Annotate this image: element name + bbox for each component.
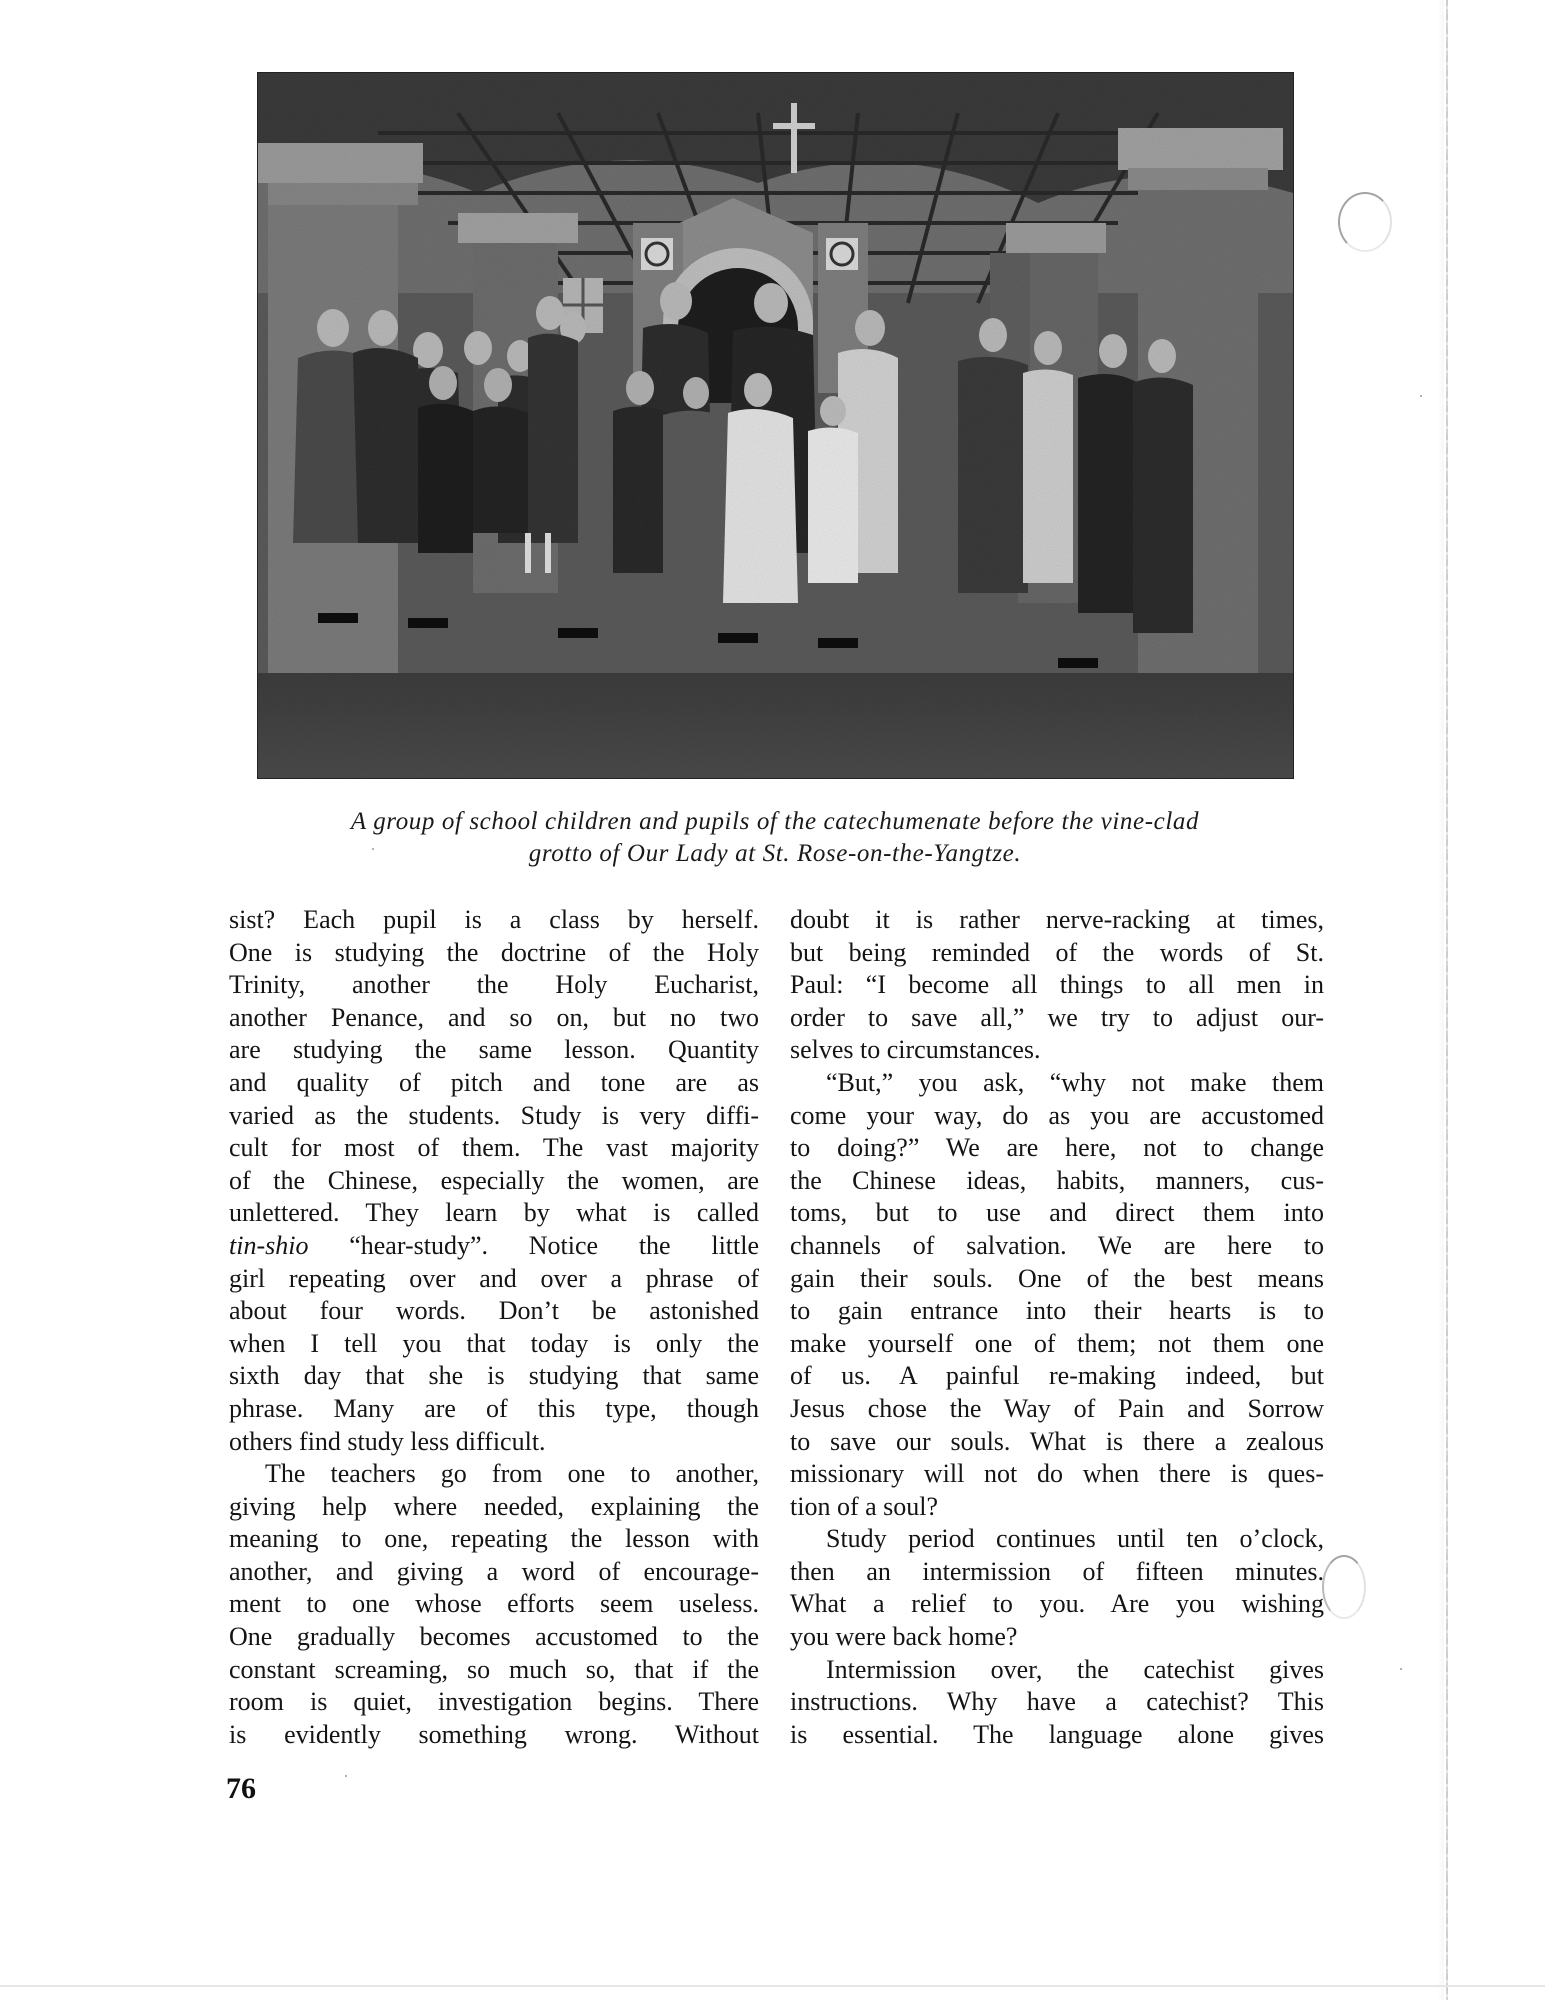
photo-caption [230,806,1320,870]
text-line: ment to one whose efforts seem useless. [229,1589,759,1619]
text-line: to gain entrance into their hearts is to [790,1296,1324,1326]
binder-hole-bottom [1322,1555,1366,1619]
text-line: toms, but to use and direct them into [790,1198,1324,1228]
text-line: to doing?” We are here, not to change [790,1133,1324,1163]
text-line: come your way, do as you are accustomed [790,1100,1324,1130]
left-text-column [229,904,759,1751]
text-line: One gradually becomes accustomed to the [229,1622,759,1652]
text-line: “But,” you ask, “why not make them [826,1067,1324,1097]
text-line: meaning to one, repeating the lesson with [229,1524,759,1554]
page-bottom-edge [0,1985,1545,1987]
text-line: Trinity, another the Holy Eucharist, [229,970,759,1000]
text-line: phrase. Many are of this type, though [229,1393,759,1423]
text-line: missionary will not do when there is ques- [790,1459,1324,1489]
text-line: unlettered. They learn by what is called [229,1198,759,1228]
text-line: instructions. Why have a catechist? This [790,1687,1324,1717]
text-line: are studying the same lesson. Quantity [229,1035,759,1065]
page-edge-shadow [1438,0,1444,2000]
text-line: The teachers go from one to another, [265,1459,759,1489]
text-line: One is studying the doctrine of the Holy [229,937,759,967]
text-line: make yourself one of them; not them one [790,1328,1324,1358]
scan-speck [372,848,374,850]
text-line: giving help where needed, explaining the [229,1491,759,1521]
text-line: girl repeating over and over a phrase of [229,1263,759,1293]
text-line-remainder: “hear-study”. Notice the little [349,1230,760,1260]
text-line: of us. A painful re-making indeed, but [790,1361,1324,1391]
text-line: another Penance, and so on, but no two [229,1002,759,1032]
text-line: doubt it is rather nerve-racking at times, [790,905,1324,934]
right-text-column [790,904,1324,1751]
page-number: 76 [226,1772,256,1805]
text-line-with-term [229,1230,759,1263]
page-fold-line [1446,0,1448,2000]
text-line: tion of a soul? [790,1491,939,1521]
text-line: cult for most of them. The vast majority [229,1133,759,1163]
text-line: constant screaming, so much so, that if the [229,1654,759,1684]
text-line: others find study less difficult. [229,1426,546,1456]
caption-line-1: A group of school children and pupils of the catechumenate before the vine-clad [350,808,1200,835]
italic-term: tin-shio [229,1230,309,1260]
text-line: What a relief to you. Are you wishing [790,1589,1324,1619]
text-line: is essential. The language alone gives [790,1719,1324,1749]
text-line: to save our souls. What is there a zealous [790,1426,1324,1456]
caption-line-2: grotto of Our Lady at St. Rose-on-the-Yangtze. [528,840,1022,867]
text-line: Study period continues until ten o’clock, [826,1524,1324,1554]
text-line: the Chinese ideas, habits, manners, cus- [790,1165,1324,1195]
text-line: of the Chinese, especially the women, are [229,1165,759,1195]
group-photograph [258,73,1293,778]
scan-speck [345,1775,347,1777]
scan-speck [1420,395,1422,397]
text-line: and quality of pitch and tone are as [229,1067,759,1097]
text-line: Jesus chose the Way of Pain and Sorrow [790,1393,1324,1423]
text-line: is evidently something wrong. Without [229,1719,759,1749]
photograph-image [258,73,1293,778]
text-line: sixth day that she is studying that same [229,1361,759,1391]
text-line: varied as the students. Study is very diffi- [229,1100,759,1130]
text-line: channels of salvation. We are here to [790,1230,1324,1260]
text-line: order to save all,” we try to adjust our- [790,1002,1324,1032]
text-line: sist? Each pupil is a class by herself. [229,905,759,934]
text-line: about four words. Don’t be astonished [229,1296,759,1326]
text-line: another, and giving a word of encourage- [229,1556,759,1586]
text-line: selves to circumstances. [790,1035,1041,1065]
text-line: room is quiet, investigation begins. There [229,1687,759,1717]
scan-speck [1400,1668,1402,1670]
text-line: you were back home? [790,1622,1018,1652]
text-line: but being reminded of the words of St. [790,937,1324,967]
text-line: then an intermission of fifteen minutes. [790,1556,1324,1586]
text-line: Intermission over, the catechist gives [826,1654,1324,1684]
binder-hole-top [1338,192,1392,252]
text-line: gain their souls. One of the best means [790,1263,1324,1293]
text-line: Paul: “I become all things to all men in [790,970,1324,1000]
text-line: when I tell you that today is only the [229,1328,759,1358]
